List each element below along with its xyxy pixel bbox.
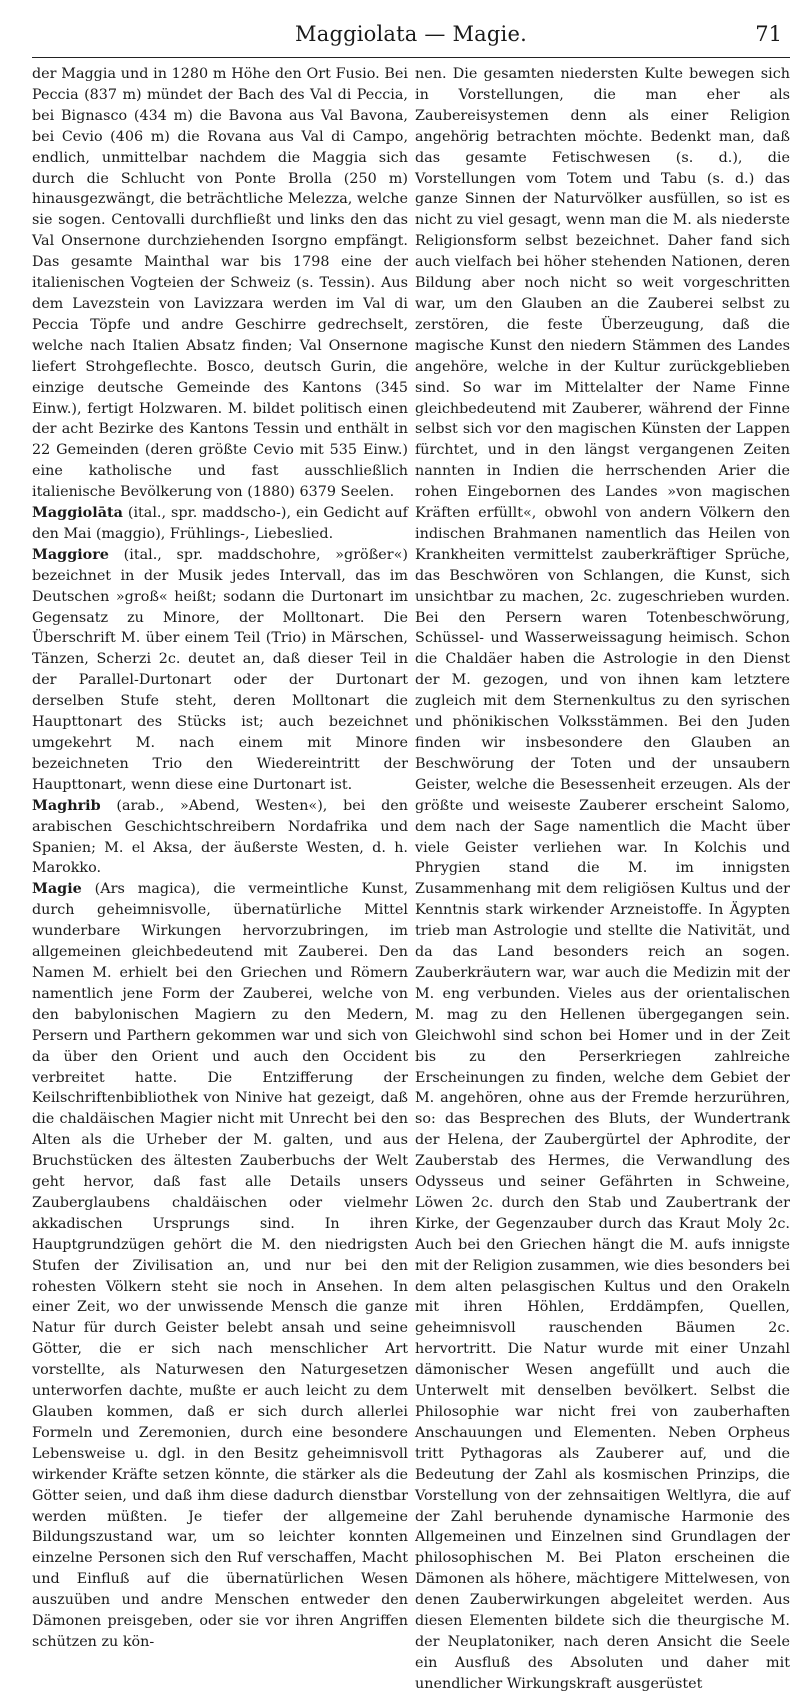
header-rule: [32, 57, 790, 58]
headword: Maghrib: [32, 797, 101, 814]
entry-maghrib: [32, 796, 408, 880]
entry-text: nen. Die gesamten niedersten Kulte bewegen sich in Vorstellungen, die man eher als Zaubereisystemen denn als einer Religion angehörig betrachten möchte. Bedenkt man, daß das gesamte Fetischwesen (s. d.), die Vorstellungen vom Totem und Tabu (s. d.) das ganze Sinnen der Naturvölker ausfüllen, so ist es nicht zu viel gesagt, wenn man die M. als niederste Religionsform selbst bezeichnet. Daher fand sich auch vielfach bei höher stehenden Nationen, deren Bildung aber noch nicht so weit vorgeschritten war, um den Glauben an die Zauberei selbst zu zerstören, die feste Überzeugung, daß die magische Kunst den niedern Stämmen des Landes angehöre, welche in der Kultur zurückgeblieben sind. So war im Mittelalter der Name Finne gleichbedeutend mit Zauberer, während der Finne selbst sich vor den magischen Künsten der Lappen fürchtet, und in den längst vergangenen Zeiten nannten in Indien die herrschenden Arier die rohen Eingebornen des Landes »von magischen Kräften erfüllt«, obwohl von andern Völkern den indischen Brahmanen namentlich das Heilen von Krankheiten vermittelst zauberkräftiger Sprüche, das Beschwören von Schlangen, die Kunst, sich unsichtbar zu machen, 2c. zugeschrieben wurden. Bei den Persern waren Totenbeschwörung, Schüssel- und Wasserweissagung heimisch. Schon die Chaldäer haben die Astrologie in den Dienst der M. gezogen, und von ihnen kam letztere zugleich mit dem Sternenkultus zu den syrischen und phönikischen Volksstämmen. Bei den Juden finden wir insbesondere den Glauben an Beschwörung der Toten und der unsaubern Geister, welche die Besessenheit erzeugen. Als der größte und weiseste Zauberer erscheint Salomo, dem nach der Sage namentlich die Macht über viele Geister verliehen war. In Kolchis und Phrygien stand die M. im innigsten Zusammenhang mit dem religiösen Kultus und der Kenntnis stark wirkender Arzneistoffe. In Ägypten trieb man Astrologie und stellte die Nativität, und da das Land besonders reich an sogen. Zauberkräutern war, war auch die Medizin mit der M. eng verbunden. Vieles aus der orientalischen M. mag zu den Hellenen übergegangen sein. Gleichwohl sind schon bei Homer und in der Zeit bis zu den Perserkriegen zahlreiche Erscheinungen zu finden, welche dem Gebiet der M. angehören, ohne aus der Fremde herzurühren, so: das Besprechen des Bluts, der Wundertrank der Helena, der Zaubergürtel der Aphrodite, der Zauberstab des Hermes, die Verwandlung des Odysseus und seiner Gefährten in Schweine, Löwen 2c. durch den Stab und Zaubertrank der Kirke, der Gegenzauber durch das Kraut Moly 2c. Auch bei den Griechen hängt die M. aufs innigste mit der Religion zusammen, wie dies besonders bei dem alten pelasgischen Kultus und den Orakeln mit ihren Höhlen, Erddämpfen, Quellen, geheimnisvoll rauschenden Bäumen 2c. hervortritt. Die Natur wurde mit einer Unzahl dämonischer Wesen angefüllt und auch die Unterwelt mit denselben bevölkert. Selbst die Philosophie war nicht frei von zauberhaften Anschauungen und Elementen. Neben Orpheus tritt Pythagoras als Zauberer auf, und die Bedeutung der Zahl als kosmischen Prinzips, die Vorstellung von der zehnsaitigen Weltlyra, die auf der Zahl beruhende dynamische Harmonie des Allgemeinen und Einzelnen sind Grundlagen der philosophischen M. Bei Platon erscheinen die Dämonen als höhere, mächtigere Mittelwesen, von denen Zauberwirkungen abgeleitet werden. Aus diesen Elementen bildete sich die theurgische M. der Neuplatoniker, nach deren Ansicht die Seele ein Ausfluß des Absoluten und daher mit unendlicher Wirkungskraft ausgerüstet: [415, 66, 790, 1692]
page-header: [32, 16, 790, 56]
entry-maggia-continued: [32, 64, 408, 503]
entry-magie-continued: [415, 64, 790, 1695]
page-number: 71: [755, 22, 782, 46]
entry-text: der Maggia und in 1280 m Höhe den Ort Fusio. Bei Peccia (837 m) mündet der Bach des Val di Peccia, bei Bignasco (434 m) die Bavona aus Val Bavona, bei Cevio (406 m) die Rovana aus Val di Campo, endlich, unmittelbar nachdem die Maggia sich durch die Schlucht von Ponte Brolla (250 m) hinausgezwängt, die beträchtliche Melezza, welche sie sogen. Centovalli durchfließt und links den das Val Onsernone durchziehenden Isorgno empfängt. Das gesamte Mainthal war bis 1798 eine der italienischen Vogteien der Schweiz (s. Tessin). Aus dem Lavezstein von Lavizzara werden im Val di Peccia Töpfe und andre Geschirre gedrechselt, welche nach Italien Absatz finden; Val Onsernone liefert Strohgeflechte. Bosco, deutsch Gurin, die einzige deutsche Gemeinde des Kantons (345 Einw.), fertigt Holzwaren. M. bildet politisch einen der acht Bezirke des Kantons Tessin und enthält in 22 Gemeinden (deren größte Cevio mit 535 Einw.) eine katholische und fast ausschließlich italienische Bevölkerung von (1880) 6379 Seelen.: [32, 66, 408, 501]
entry-maggiore: [32, 545, 408, 796]
headword: Magie: [32, 881, 82, 898]
right-column: [415, 64, 790, 1695]
left-column: [32, 64, 408, 1653]
entry-text: (ital., spr. maddscho-), ein Gedicht auf den Mai (maggio), Frühlings-, Liebeslied.: [32, 505, 408, 542]
headword: Maggiore: [32, 546, 109, 563]
headword: Maggiolāta: [32, 505, 123, 522]
entry-magie: [32, 879, 408, 1653]
entry-text: (arab., »Abend, Westen«), bei den arabischen Geschichtschreibern Nordafrika und Spanien; M. el Aksa, der äußerste Westen, d. h. Marokko.: [32, 797, 408, 877]
entry-text: (Ars magica), die vermeintliche Kunst, durch geheimnisvolle, übernatürliche Mittel wunderbare Wirkungen hervorzubringen, im allgemeinen gleichbedeutend mit Zauberei. Den Namen M. erhielt bei den Griechen und Römern namentlich jene Form der Zauberei, welche von den babylonischen Magiern zu den Medern, Persern und Parthern gekommen war und sich von da über den Orient und auch den Occident verbreitet hatte. Die Entzifferung der Keilschriftenbibliothek von Ninive hat gezeigt, daß die chaldäischen Magier nicht mit Unrecht bei den Alten als die Urheber der M. galten, und aus Bruchstücken des ältesten Zauberbuchs der Welt geht hervor, daß fast alle Details unsers Zauberglaubens chaldäischen oder vielmehr akkadischen Ursprungs sind. In ihren Hauptgrundzügen gehört die M. den niedrigsten Stufen der Zivilisation an, und nur bei den rohesten Völkern steht sie noch in Ansehen. In einer Zeit, wo der unwissende Mensch die ganze Natur für durch Geister belebt ansah und seine Götter, die er sich nach menschlicher Art vorstellte, als Naturwesen den Naturgesetzen unterworfen dachte, mußte er auch leicht zu dem Glauben kommen, daß er sich durch allerlei Formeln und Zeremonien, durch eine besondere Lebensweise u. dgl. in den Besitz geheimnisvoll wirkender Kräfte setzen könnte, die stärker als die Götter seien, und daß ihm diese dadurch dienstbar werden müßten. Je tiefer der allgemeine Bildungszustand war, um so leichter konnten einzelne Personen sich den Ruf verschaffen, Macht und Einfluß auf die übernatürlichen Wesen auszuüben und andre Menschen entweder den Dämonen preisgeben, oder sie vor ihren Angriffen schützen zu kön-: [32, 881, 408, 1650]
entry-maggiolata: [32, 503, 408, 545]
entry-text: (ital., spr. maddschohre, »größer«) bezeichnet in der Musik jedes Intervall, das im Deutschen »groß« heißt; sodann die Durtonart im Gegensatz zu Minore, der Molltonart. Die Überschrift M. über einem Teil (Trio) in Märschen, Tänzen, Scherzi 2c. deutet an, daß dieser Teil in der Parallel-Durtonart oder der Durtonart derselben Stufe steht, deren Molltonart die Haupttonart des Stücks ist; auch bezeichnet umgekehrt M. nach einem mit Minore bezeichneten Trio den Wiedereintritt der Haupttonart, wenn diese eine Durtonart ist.: [32, 546, 408, 793]
running-head: Maggiolata — Magie.: [295, 22, 527, 46]
